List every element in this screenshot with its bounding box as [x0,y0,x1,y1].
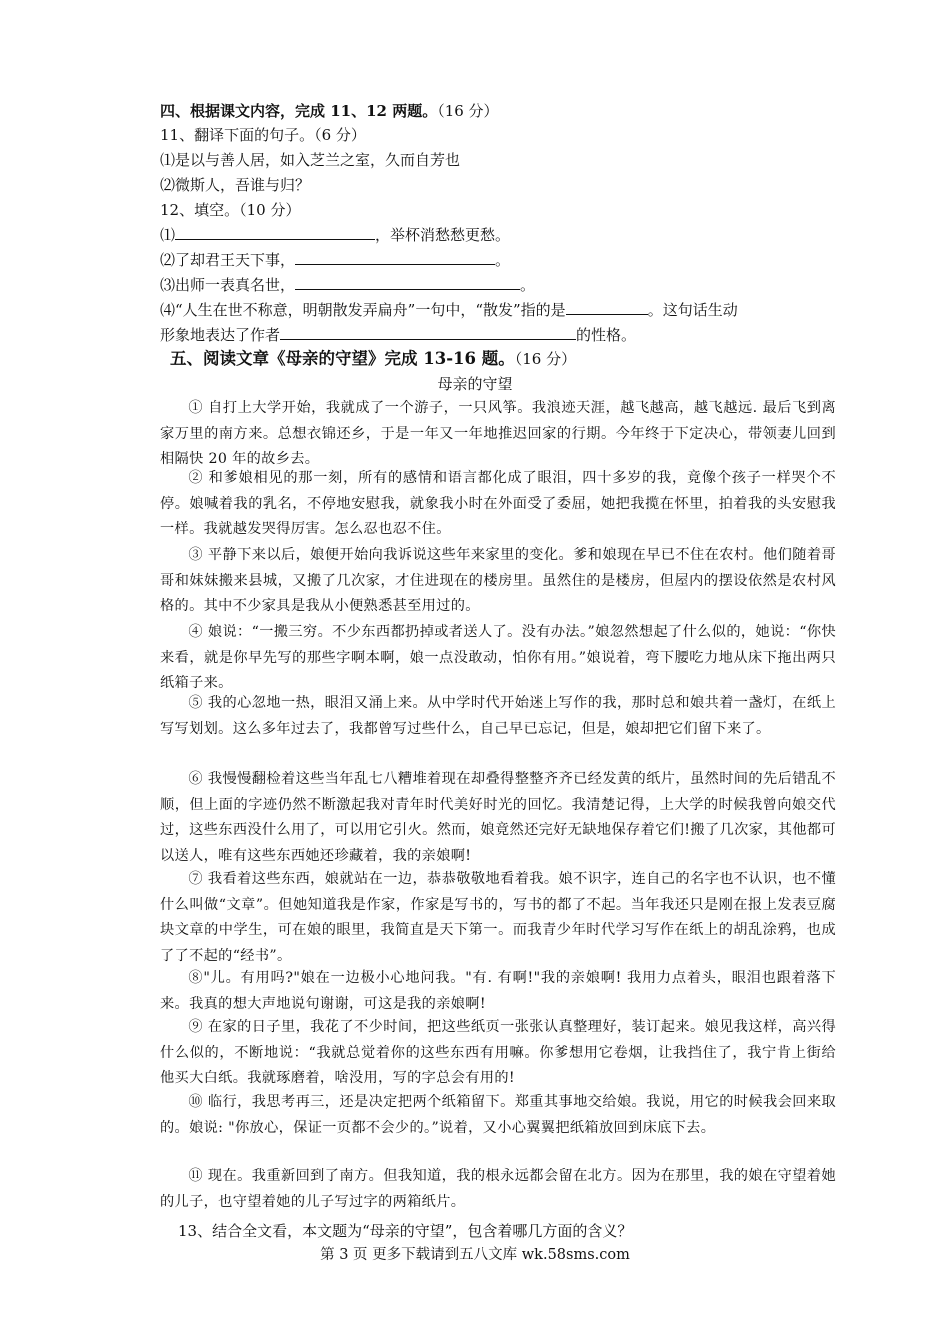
q12-4-text-b: 。这句话生动 [647,301,738,319]
paragraph-1: ① 自打上大学开始，我就成了一个游子，一只风筝。我浪迹天涯，越飞越高，越飞越远. 最后飞到离家万里的南方来。总想衣锦还乡，于是一年又一年地推迟回家的行期。今年终于下定决心，带领妻儿回到相隔快 20 年的故乡去。 [160,400,836,467]
answer-blank-12-4a[interactable] [566,299,648,315]
section4-heading-line [160,100,499,122]
paragraph-10: ⑩ 临行，我思考再三，还是决定把两个纸箱留下。郑重其事地交给娘。我说，用它的时候我会回来取的。娘说: "你放心，保证一页都不会少的。”说着，又小心翼翼把纸箱放回到床底下去。 [160,1094,836,1136]
paragraph-4: ④ 娘说：“一搬三穷。不少东西都扔掉或者送人了。没有办法。”娘忽然想起了什么似的，她说：“你快来看，就是你早先写的那些字啊本啊，娘一点没敢动，怕你有用。”娘说着，弯下腰吃力地从床下拖出两只纸箱子来。 [160,624,836,691]
question-11-item-2: ⑵微斯人，吾谁与归？ [160,176,311,194]
paragraph-2: ② 和爹娘相见的那一刻，所有的感情和语言都化成了眼泪，四十多岁的我，竟像个孩子一样哭个不停。娘喊着我的乳名，不停地安慰我，就象我小时在外面受了委屈，她把我揽在怀里，拍着我的头安慰我一样。我就越发哭得厉害。怎么忍也忍不住。 [160,470,836,537]
question-12: 12、填空。（10 分） [160,201,301,219]
q12-4-text-d: 的性格。 [576,326,637,344]
q12-3-prefix: ⑶出师一表真名世， [160,276,296,294]
paragraph-8: ⑧"儿。有用吗?"娘在一边极小心地问我。"有. 有啊!"我的亲娘啊! 我用力点着头，眼泪也跟着落下来。我真的想大声地说句谢谢，可这是我的亲娘啊! [160,970,836,1012]
q12-3-suffix: 。 [520,276,536,294]
question-12-item-3 [160,274,535,296]
page-footer: 第 3 页 更多下载请到五八文库 wk.58sms.com [320,1247,630,1263]
paragraph-5: ⑤ 我的心忽地一热，眼泪又涌上来。从中学时代开始迷上写作的我，那时总和娘共着一盏灯，在纸上写写划划。这么多年过去了，我都曾写过些什么，自己早已忘记，但是，娘却把它们留下来了。 [160,695,836,737]
q12-4-text-c: 形象地表达了作者 [160,326,281,344]
section4-points: （16 分） [437,102,499,120]
section5-heading-line [170,348,576,370]
q12-1-suffix: ，举杯消愁愁更愁。 [375,226,511,244]
article-title: 母亲的守望 [437,375,513,393]
question-11: 11、翻译下面的句子。（6 分） [160,126,366,144]
paragraph-7: ⑦ 我看着这些东西，娘就站在一边，恭恭敬敬地看着我。娘不识字，连自己的名字也不认识，也不懂什么叫做“文章”。但她知道我是作家，作家是写书的，写书的都了不起。当年我还只是刚在报上发表豆腐块文章的中学生，可在娘的眼里，我简直是天下第一。而我青少年时代学习写作在纸上的胡乱涂鸦，也成了了不起的“经书”。 [160,871,836,964]
section5-heading: 五、阅读文章《母亲的守望》完成 13-16 题。 [170,349,515,368]
answer-blank-12-3[interactable] [295,274,520,290]
section5-points: （16 分） [514,350,577,368]
paragraph-9: ⑨ 在家的日子里，我花了不少时间，把这些纸页一张张认真整理好，装订起来。娘见我这样，高兴得什么似的，不断地说：“我就总觉着你的这些东西有用嘛。你爹想用它卷烟，让我挡住了，我宁肯上街给他买大白纸。我就琢磨着，啥没用，写的字总会有用的! [160,1019,836,1086]
q12-4-text-a: ⑷“人生在世不称意，明朝散发弄扁舟”一句中，“散发”指的是 [160,301,566,319]
question-12-item-4 [160,299,738,321]
answer-blank-12-1[interactable] [175,224,375,240]
question-12-item-4-cont [160,324,636,346]
question-11-item-1: ⑴是以与善人居，如入芝兰之室，久而自芳也 [160,151,461,169]
answer-blank-12-4b[interactable] [280,324,576,340]
question-13: 13、结合全文看，本文题为“母亲的守望”，包含着哪几方面的含义？ [178,1222,633,1240]
paragraph-3: ③ 平静下来以后，娘便开始向我诉说这些年来家里的变化。爹和娘现在早已不住在农村。他们随着哥哥和妹妹搬来县城，又搬了几次家，才住进现在的楼房里。虽然住的是楼房，但屋内的摆设依然是农村风格的。其中不少家具是我从小便熟悉甚至用过的。 [160,547,836,614]
question-12-item-1 [160,224,510,246]
q12-2-prefix: ⑵了却君王天下事， [160,251,296,269]
question-12-item-2 [160,249,510,271]
paragraph-6: ⑥ 我慢慢翻检着这些当年乱七八糟堆着现在却叠得整整齐齐已经发黄的纸片，虽然时间的先后错乱不顺，但上面的字迹仍然不断激起我对青年时代美好时光的回忆。我清楚记得，上大学的时候我曾向娘交代过，这些东西没什么用了，可以用它引火。然而，娘竟然还完好无缺地保存着它们!搬了几次家，其他都可以送人，唯有这些东西她还珍藏着，我的亲娘啊! [160,771,836,864]
section4-heading: 四、根据课文内容，完成 11、12 两题。 [160,102,438,120]
q12-2-suffix: 。 [495,251,511,269]
q12-1-prefix: ⑴ [160,226,176,244]
paragraph-11: ⑪ 现在。我重新回到了南方。但我知道，我的根永远都会留在北方。因为在那里，我的娘在守望着她的儿子，也守望着她的儿子写过字的两箱纸片。 [160,1168,836,1210]
answer-blank-12-2[interactable] [295,249,495,265]
